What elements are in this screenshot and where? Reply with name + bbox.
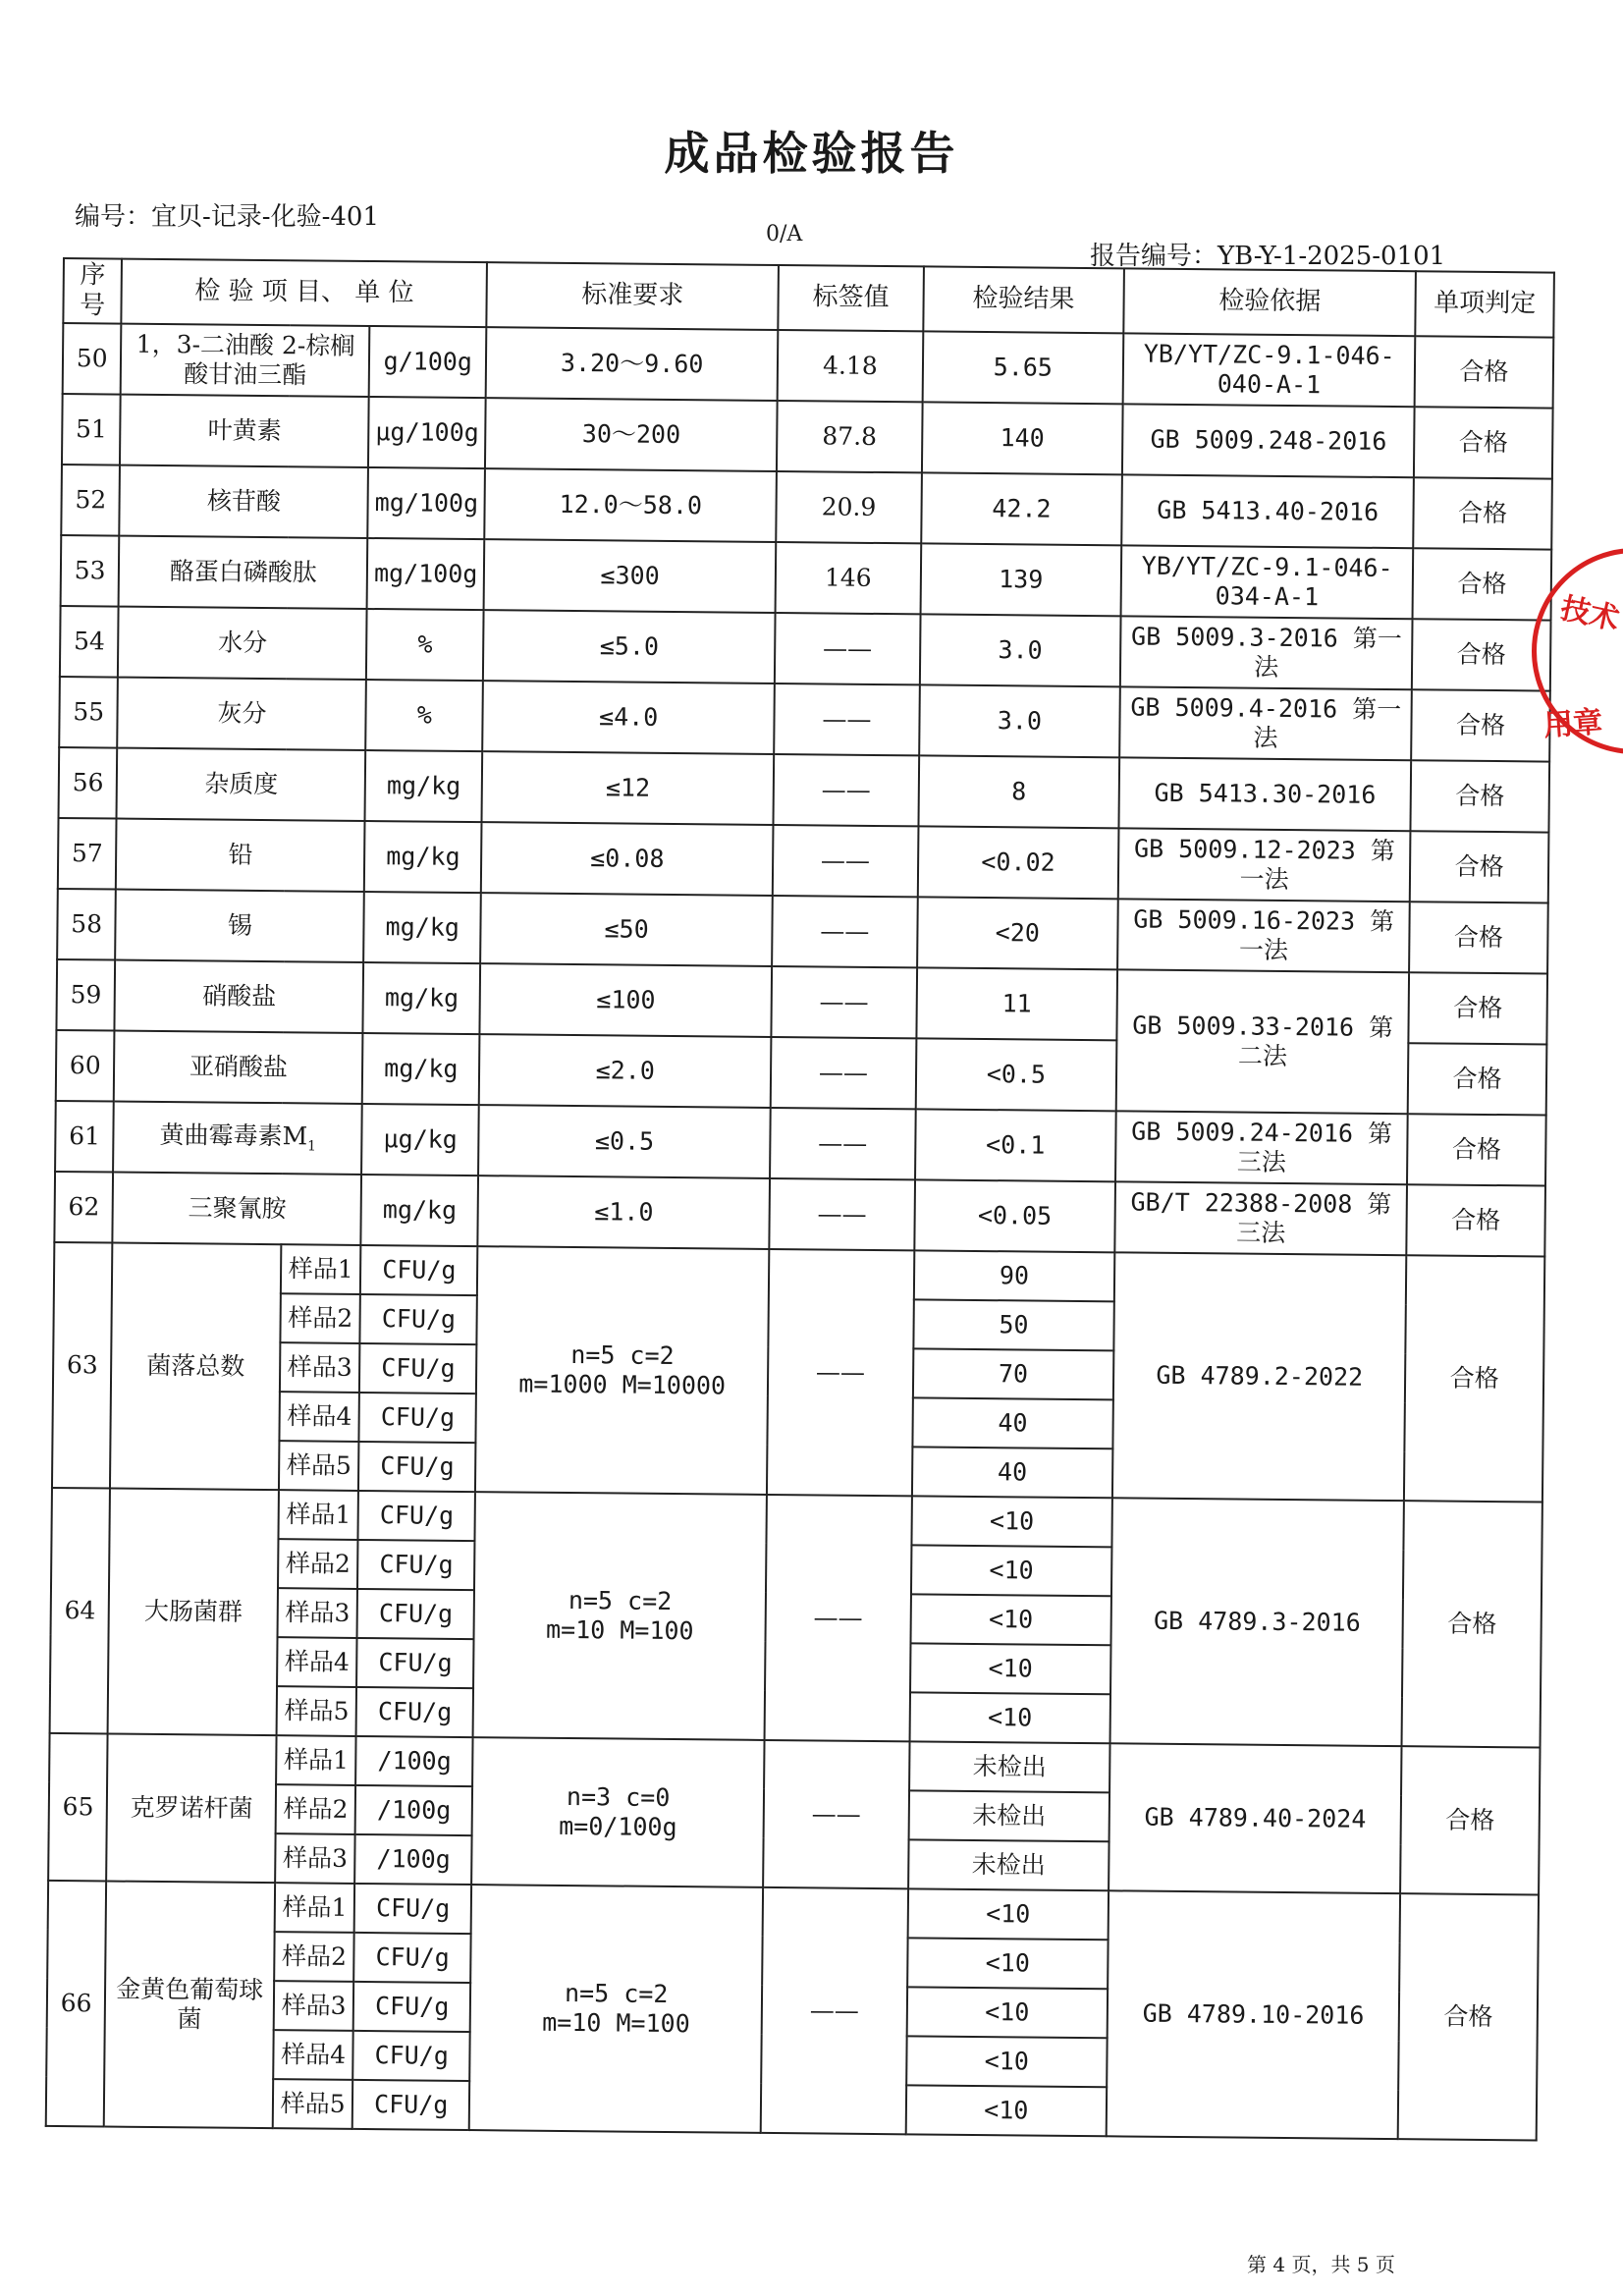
micro-seq: 65 — [48, 1733, 108, 1882]
micro-unit: CFU/g — [356, 1687, 473, 1737]
micro-seq: 63 — [52, 1242, 113, 1489]
row-basis: GB 5009.3-2016 第一法 — [1120, 616, 1413, 689]
row-item-name: 铅 — [228, 840, 253, 869]
row-item — [118, 607, 367, 680]
row-label-value: —— — [773, 825, 918, 897]
row-item-name: 酪蛋白磷酸肽 — [169, 557, 317, 587]
micro-seq: 64 — [50, 1488, 111, 1734]
micro-result: <10 — [907, 1938, 1109, 1989]
header-result: 检验结果 — [923, 266, 1124, 333]
micro-item: 大肠菌群 — [108, 1489, 279, 1736]
micro-label-value: —— — [767, 1249, 914, 1496]
row-standard: ≤50 — [480, 893, 773, 966]
micro-sample: 样品5 — [279, 1441, 359, 1491]
micro-standard — [471, 1737, 764, 1887]
row-unit: mg/kg — [364, 821, 482, 893]
row-item-name: 亚硝酸盐 — [189, 1052, 289, 1082]
micro-sample: 样品1 — [281, 1244, 361, 1294]
report-number: 报告编号：YB-Y-1-2025-0101 — [1090, 242, 1446, 271]
version-label: 0/A — [766, 222, 803, 246]
row-label-value: —— — [774, 683, 919, 755]
micro-result: <10 — [906, 1987, 1108, 2038]
stamp-text-bottom: 用章 — [1542, 704, 1604, 744]
row-seq: 52 — [61, 465, 120, 536]
row-basis: YB/YT/ZC-9.1-046-034-A-1 — [1121, 545, 1414, 619]
micro-unit: CFU/g — [360, 1294, 477, 1344]
row-judgement: 合格 — [1409, 972, 1548, 1044]
micro-result: <10 — [909, 1692, 1110, 1743]
row-item — [120, 395, 369, 467]
micro-standard — [469, 1885, 763, 2133]
micro-label-value: —— — [763, 1740, 909, 1888]
row-result: 5.65 — [922, 331, 1123, 404]
micro-result: <10 — [905, 2085, 1107, 2136]
micro-judgement: 合格 — [1404, 1255, 1544, 1502]
micro-item: 菌落总数 — [110, 1243, 281, 1491]
row-item-name: 杂质度 — [204, 769, 279, 799]
row-unit: mg/100g — [367, 538, 485, 610]
row-standard: ≤0.08 — [481, 822, 774, 896]
micro-item: 克罗诺杆菌 — [107, 1734, 277, 1884]
row-judgement: 合格 — [1410, 831, 1549, 902]
row-standard: ≤100 — [480, 963, 773, 1037]
row-basis: GB 5009.248-2016 — [1122, 404, 1415, 477]
micro-judgement: 合格 — [1400, 1746, 1540, 1894]
row-judgement: 合格 — [1411, 689, 1550, 761]
row-unit: mg/kg — [365, 750, 483, 822]
micro-standard-line-2: m=0/100g — [559, 1811, 677, 1842]
micro-standard — [473, 1492, 767, 1740]
page-title: 成品检验报告 — [664, 127, 959, 180]
row-seq: 60 — [56, 1030, 115, 1102]
micro-sample: 样品1 — [276, 1735, 356, 1785]
micro-unit: CFU/g — [354, 1884, 471, 1934]
row-item-name: 黄曲霉毒素M — [159, 1121, 308, 1151]
row-item-name: 1，3-二油酸 2-棕榈酸甘油三酯 — [135, 329, 355, 390]
row-judgement: 合格 — [1407, 1114, 1546, 1185]
row-label-value: —— — [770, 1178, 915, 1250]
row-label-value: —— — [771, 1037, 916, 1109]
row-basis: YB/YT/ZC-9.1-046-040-A-1 — [1123, 333, 1416, 407]
row-basis: GB 5009.12-2023 第一法 — [1118, 828, 1411, 902]
row-standard: 30～200 — [485, 398, 778, 471]
row-result: 3.0 — [919, 684, 1120, 757]
micro-result: 70 — [912, 1348, 1113, 1399]
micro-standard-line-2: m=1000 M=10000 — [518, 1369, 727, 1400]
micro-standard-line-1: n=5 c=2 — [570, 1340, 675, 1371]
micro-unit: CFU/g — [360, 1245, 477, 1295]
row-judgement: 合格 — [1409, 902, 1548, 973]
row-result: 11 — [916, 967, 1117, 1040]
header-label-value: 标签值 — [779, 265, 924, 331]
row-item-name: 核苷酸 — [206, 486, 282, 517]
row-basis: GB/T 22388-2008 第三法 — [1114, 1181, 1407, 1255]
row-unit: g/100g — [369, 326, 487, 398]
micro-judgement: 合格 — [1402, 1501, 1542, 1747]
micro-standard-line-2: m=10 M=100 — [545, 1614, 694, 1646]
row-seq: 57 — [58, 818, 117, 890]
inspection-table — [45, 257, 1555, 2142]
row-judgement: 合格 — [1406, 1184, 1545, 1256]
row-seq: 62 — [54, 1172, 113, 1243]
micro-standard-line-1: n=5 c=2 — [568, 1586, 673, 1616]
row-unit: μg/100g — [368, 397, 486, 468]
row-result: <0.1 — [915, 1109, 1116, 1181]
row-label-value: 87.8 — [777, 401, 922, 472]
micro-unit: CFU/g — [353, 1982, 470, 2032]
row-unit: % — [366, 609, 484, 681]
micro-standard-line-2: m=10 M=100 — [542, 2007, 690, 2039]
row-basis: GB 5009.4-2016 第一法 — [1119, 686, 1412, 760]
row-label-value: —— — [770, 1108, 915, 1179]
header-judgement: 单项判定 — [1415, 271, 1553, 337]
row-standard: ≤4.0 — [482, 681, 775, 754]
row-item-name: 水分 — [217, 628, 268, 658]
header-basis: 检验依据 — [1123, 268, 1416, 336]
micro-basis: GB 4789.2-2022 — [1112, 1252, 1406, 1501]
micro-unit: /100g — [354, 1834, 471, 1885]
row-basis: GB 5009.24-2016 第三法 — [1115, 1111, 1408, 1184]
micro-result: <10 — [910, 1643, 1111, 1694]
micro-seq: 66 — [46, 1881, 107, 2127]
micro-sample: 样品5 — [273, 2079, 353, 2129]
row-judgement: 合格 — [1413, 548, 1552, 620]
row-standard: ≤0.5 — [478, 1105, 771, 1178]
micro-unit: CFU/g — [359, 1393, 476, 1443]
row-seq: 51 — [62, 394, 121, 465]
row-item — [116, 819, 365, 892]
micro-sample: 样品4 — [277, 1637, 357, 1687]
row-item — [118, 678, 367, 750]
row-label-value: —— — [775, 613, 920, 684]
row-label-value: —— — [774, 754, 919, 826]
header-seq: 序号 — [63, 258, 122, 324]
micro-result: 40 — [912, 1397, 1113, 1449]
row-result: 3.0 — [919, 614, 1120, 686]
micro-result: 50 — [913, 1299, 1114, 1350]
row-basis: GB 5413.40-2016 — [1121, 474, 1414, 548]
micro-sample: 样品2 — [274, 1932, 354, 1982]
micro-label-value: —— — [765, 1495, 912, 1741]
micro-sample: 样品3 — [275, 1833, 355, 1884]
micro-sample: 样品2 — [276, 1784, 356, 1834]
row-result: 8 — [918, 755, 1119, 828]
row-item-name: 叶黄素 — [207, 415, 282, 446]
micro-item: 金黄色葡萄球菌 — [104, 1882, 275, 2129]
row-seq: 54 — [60, 606, 119, 678]
micro-result: <10 — [907, 1888, 1109, 1940]
micro-sample: 样品2 — [278, 1539, 358, 1589]
row-standard: 12.0～58.0 — [484, 468, 777, 542]
row-basis: GB 5009.33-2016 第二法 — [1116, 969, 1409, 1114]
row-basis: GB 5009.16-2023 第一法 — [1117, 899, 1410, 972]
header-item-unit: 检 验 项 目、 单 位 — [122, 259, 487, 328]
micro-label-value: —— — [761, 1887, 908, 2134]
row-unit: mg/100g — [368, 467, 486, 539]
row-item — [121, 324, 370, 397]
row-result: <20 — [917, 897, 1118, 969]
row-seq: 53 — [61, 535, 120, 607]
row-unit: % — [366, 680, 484, 751]
header-standard: 标准要求 — [487, 262, 780, 330]
row-judgement: 合格 — [1413, 477, 1552, 549]
micro-unit: CFU/g — [354, 1933, 471, 1983]
row-unit: mg/kg — [361, 1175, 479, 1246]
micro-result: 未检出 — [909, 1741, 1110, 1792]
row-item — [113, 1173, 362, 1245]
row-seq: 50 — [63, 323, 122, 395]
micro-unit: CFU/g — [352, 2080, 469, 2130]
row-seq: 58 — [57, 889, 116, 960]
micro-unit: CFU/g — [357, 1540, 474, 1590]
row-result: <0.02 — [917, 826, 1118, 899]
micro-standard-line-1: n=3 c=0 — [566, 1781, 671, 1813]
micro-unit: CFU/g — [357, 1589, 474, 1639]
row-standard: ≤300 — [484, 539, 777, 613]
row-label-value: 146 — [776, 542, 921, 614]
row-item — [117, 748, 366, 821]
row-judgement: 合格 — [1411, 760, 1550, 832]
row-judgement: 合格 — [1412, 619, 1551, 690]
row-label-value: 4.18 — [778, 330, 923, 402]
micro-result: 90 — [913, 1250, 1114, 1301]
micro-basis: GB 4789.3-2016 — [1110, 1498, 1404, 1746]
micro-result: 未检出 — [908, 1839, 1109, 1890]
micro-sample: 样品4 — [279, 1392, 359, 1442]
row-result: 140 — [922, 402, 1123, 474]
micro-unit: /100g — [355, 1736, 472, 1786]
row-unit: mg/kg — [363, 962, 481, 1034]
row-label-value: —— — [772, 966, 917, 1038]
row-judgement: 合格 — [1414, 407, 1553, 478]
micro-sample: 样品3 — [274, 1981, 354, 2031]
row-standard: ≤12 — [482, 751, 775, 825]
micro-judgement: 合格 — [1398, 1893, 1539, 2140]
row-item-name: 灰分 — [217, 698, 267, 729]
row-result: 42.2 — [921, 472, 1122, 545]
micro-sample: 样品3 — [278, 1588, 358, 1638]
micro-basis: GB 4789.10-2016 — [1107, 1890, 1400, 2139]
row-item-subscript: 1 — [306, 1138, 317, 1155]
micro-standard-line-1: n=5 c=2 — [564, 1978, 669, 2008]
row-item-name: 锡 — [227, 910, 253, 940]
micro-result: 40 — [912, 1447, 1113, 1498]
micro-standard — [475, 1246, 769, 1495]
micro-unit: CFU/g — [356, 1638, 473, 1688]
row-item — [113, 1102, 362, 1175]
row-judgement: 合格 — [1415, 336, 1554, 408]
row-standard: ≤2.0 — [479, 1034, 772, 1108]
row-standard: 3.20～9.60 — [486, 327, 779, 401]
row-basis: GB 5413.30-2016 — [1119, 757, 1412, 831]
row-label-value: —— — [772, 896, 917, 967]
micro-unit: CFU/g — [359, 1343, 476, 1394]
stamp-text-top: 技术 — [1557, 591, 1623, 637]
row-item-name: 硝酸盐 — [202, 981, 277, 1011]
micro-unit: CFU/g — [358, 1442, 475, 1492]
row-item — [114, 1031, 363, 1104]
record-number: 编号：宜贝-记录-化验-401 — [75, 202, 379, 232]
row-result: 139 — [920, 543, 1121, 616]
row-standard: ≤5.0 — [483, 610, 776, 683]
row-seq: 61 — [55, 1101, 114, 1173]
micro-result: <10 — [911, 1496, 1112, 1547]
micro-sample: 样品5 — [277, 1686, 357, 1736]
row-result: <0.05 — [914, 1179, 1115, 1252]
micro-result: <10 — [906, 2036, 1108, 2087]
micro-result: <10 — [911, 1545, 1112, 1596]
row-judgement: 合格 — [1408, 1043, 1547, 1115]
micro-result: <10 — [910, 1594, 1111, 1645]
page-footer: 第 4 页，共 5 页 — [1247, 2253, 1395, 2276]
micro-result: 未检出 — [908, 1790, 1109, 1841]
micro-sample: 样品2 — [280, 1293, 360, 1343]
micro-sample: 样品4 — [273, 2030, 353, 2080]
micro-basis: GB 4789.40-2024 — [1109, 1743, 1401, 1893]
row-unit: mg/kg — [363, 892, 481, 963]
row-label-value: 20.9 — [776, 471, 921, 543]
row-standard: ≤1.0 — [478, 1175, 771, 1249]
row-result: <0.5 — [915, 1038, 1116, 1111]
row-item — [116, 890, 365, 962]
row-seq: 55 — [59, 677, 118, 748]
row-unit: μg/kg — [361, 1104, 479, 1175]
row-item — [120, 465, 369, 538]
micro-unit: CFU/g — [358, 1491, 475, 1541]
micro-sample: 样品1 — [275, 1883, 355, 1933]
micro-sample: 样品3 — [280, 1342, 360, 1393]
row-item — [119, 536, 368, 609]
micro-unit: CFU/g — [353, 2031, 470, 2081]
micro-unit: /100g — [355, 1785, 472, 1835]
row-item-name: 三聚氰胺 — [188, 1193, 287, 1224]
row-seq: 56 — [59, 747, 118, 819]
row-unit: mg/kg — [362, 1033, 480, 1105]
micro-sample: 样品1 — [278, 1490, 358, 1540]
row-item — [115, 960, 364, 1033]
row-seq: 59 — [56, 959, 115, 1031]
